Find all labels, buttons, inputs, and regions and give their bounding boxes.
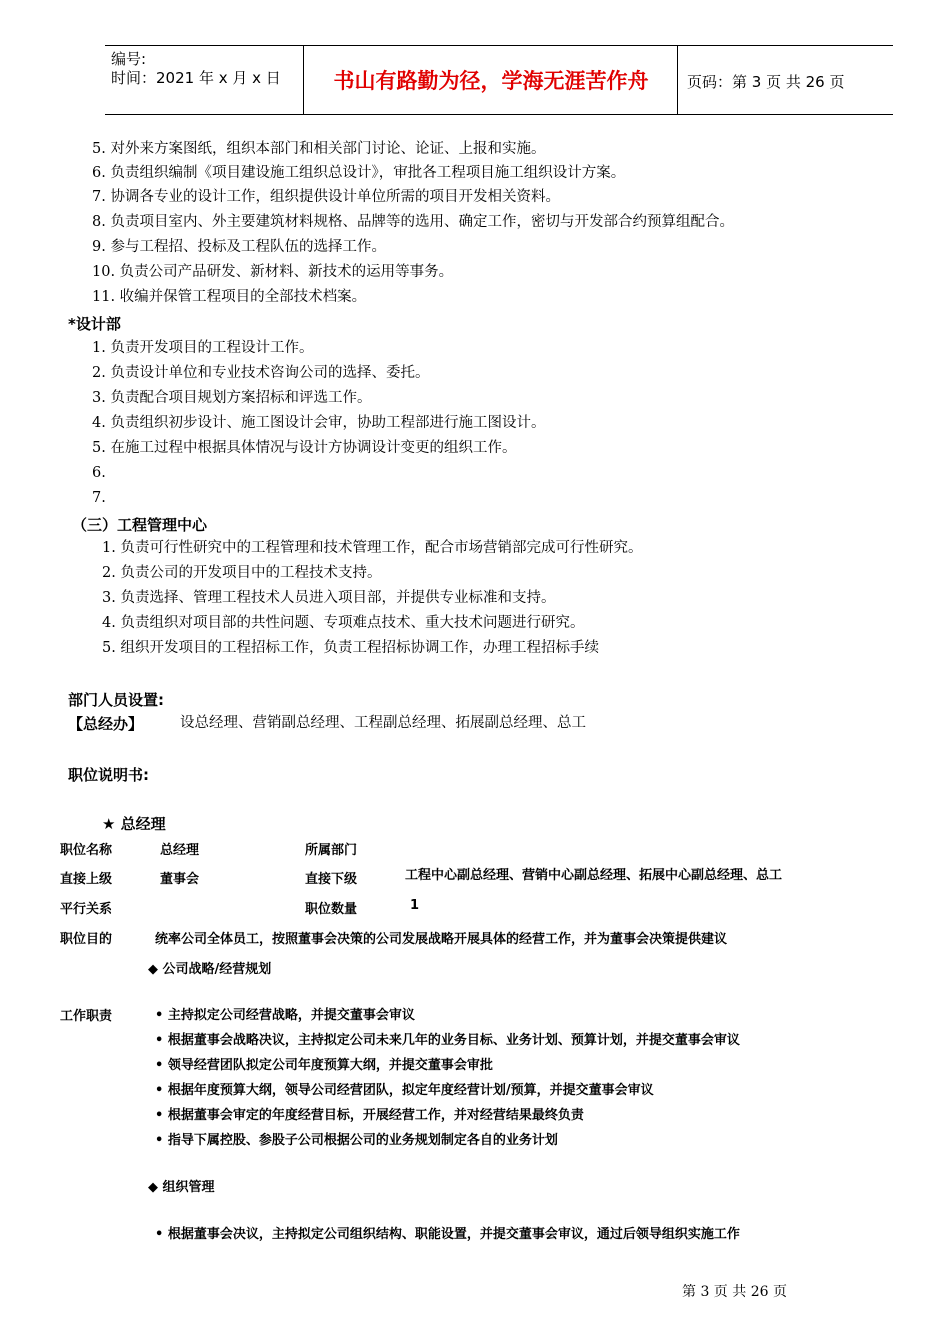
staffing-title: 部门人员设置:: [68, 691, 164, 709]
list-item: • 根据董事会战略决议，主持拟定公司未来几年的业务目标、业务计划、预算计划，并提交董事会审议: [155, 1033, 740, 1048]
subordinate-label: 直接下级: [305, 872, 358, 887]
dept-label: 所属部门: [305, 843, 358, 858]
page-number-label: 页码：第 3 页 共 26 页: [687, 73, 845, 91]
list-item: • 根据年度预算大纲，领导公司经营团队，拟定年度经营计划/预算，并提交董事会审议: [155, 1083, 654, 1098]
list-item: • 根据董事会决议，主持拟定公司组织结构、职能设置，并提交董事会审议，通过后领导组织实施工作: [155, 1227, 740, 1242]
list-item: 6. 负责组织编制《项目建设施工组织总设计》，审批各工程项目施工组织设计方案。: [92, 165, 626, 181]
page-header: [105, 45, 893, 115]
gm-title: ★ 总经理: [102, 815, 166, 833]
list-item: 1. 负责可行性研究中的工程管理和技术管理工作，配合市场营销部完成可行性研究。: [102, 540, 643, 556]
list-item: 5. 对外来方案图纸，组织本部门和相关部门讨论、论证、上报和实施。: [92, 141, 546, 157]
list-item: 6.: [92, 465, 106, 481]
count-value: 1: [410, 898, 420, 913]
office-label: 【总经办】: [68, 715, 144, 733]
list-item: 5. 组织开发项目的工程招标工作，负责工程招标协调工作，办理工程招标手续: [102, 640, 599, 656]
list-item: 2. 负责公司的开发项目中的工程技术支持。: [102, 565, 382, 581]
section-strategy: ◆ 公司战略/经营规划: [148, 962, 272, 977]
list-item: 4. 负责组织初步设计、施工图设计会审，协助工程部进行施工图设计。: [92, 415, 546, 431]
superior-label: 直接上级: [60, 872, 113, 887]
list-item: 9. 参与工程招、投标及工程队伍的选择工作。: [92, 239, 386, 255]
list-item: • 指导下属控股、参股子公司根据公司的业务规划制定各自的业务计划: [155, 1133, 558, 1148]
document-date: 时间：2021 年 x 月 x 日: [111, 69, 281, 87]
purpose-label: 职位目的: [60, 932, 113, 947]
header-divider: [303, 46, 304, 114]
job-description-title: 职位说明书:: [68, 766, 149, 784]
list-item: • 根据董事会审定的年度经营目标，开展经营工作，并对经营结果最终负责: [155, 1108, 584, 1123]
header-motto: 书山有路勤为径，学海无涯苦作舟: [333, 69, 649, 93]
section-title-design: *设计部: [68, 315, 121, 333]
office-text: 设总经理、营销副总经理、工程副总经理、拓展副总经理、总工: [180, 715, 586, 731]
count-label: 职位数量: [305, 902, 358, 917]
list-item: 4. 负责组织对项目部的共性问题、专项难点技术、重大技术问题进行研究。: [102, 615, 585, 631]
parallel-label: 平行关系: [60, 902, 113, 917]
list-item: 1. 负责开发项目的工程设计工作。: [92, 340, 314, 356]
list-item: 8. 负责项目室内、外主要建筑材料规格、品牌等的选用、确定工作，密切与开发部合约预算组配合。: [92, 214, 734, 230]
section-title-engineering: （三）工程管理中心: [72, 516, 208, 534]
position-value: 总经理: [160, 843, 200, 858]
section-organization: ◆ 组织管理: [148, 1180, 215, 1195]
position-label: 职位名称: [60, 843, 113, 858]
list-item: 3. 负责选择、管理工程技术人员进入项目部，并提供专业标准和支持。: [102, 590, 556, 606]
superior-value: 董事会: [160, 872, 200, 887]
duty-label: 工作职责: [60, 1009, 113, 1024]
page-footer: 第 3 页 共 26 页: [682, 1284, 787, 1300]
list-item: • 主持拟定公司经营战略，并提交董事会审议: [155, 1008, 415, 1023]
header-left: [111, 50, 281, 88]
list-item: 7.: [92, 490, 106, 506]
purpose-value: 统率公司全体员工，按照董事会决策的公司发展战略开展具体的经营工作，并为董事会决策提供建议: [155, 932, 728, 947]
list-item: 2. 负责设计单位和专业技术咨询公司的选择、委托。: [92, 365, 430, 381]
document-number-label: 编号:: [111, 50, 147, 68]
list-item: • 领导经营团队拟定公司年度预算大纲，并提交董事会审批: [155, 1058, 493, 1073]
header-divider: [677, 46, 678, 114]
list-item: 3. 负责配合项目规划方案招标和评选工作。: [92, 390, 372, 406]
list-item: 5. 在施工过程中根据具体情况与设计方协调设计变更的组织工作。: [92, 440, 517, 456]
list-item: 7. 协调各专业的设计工作，组织提供设计单位所需的项目开发相关资料。: [92, 189, 560, 205]
list-item: 11. 收编并保管工程项目的全部技术档案。: [92, 289, 367, 305]
list-item: 10. 负责公司产品研发、新材料、新技术的运用等事务。: [92, 264, 454, 280]
subordinate-value: 工程中心副总经理、营销中心副总经理、拓展中心副总经理、总工: [405, 868, 783, 883]
